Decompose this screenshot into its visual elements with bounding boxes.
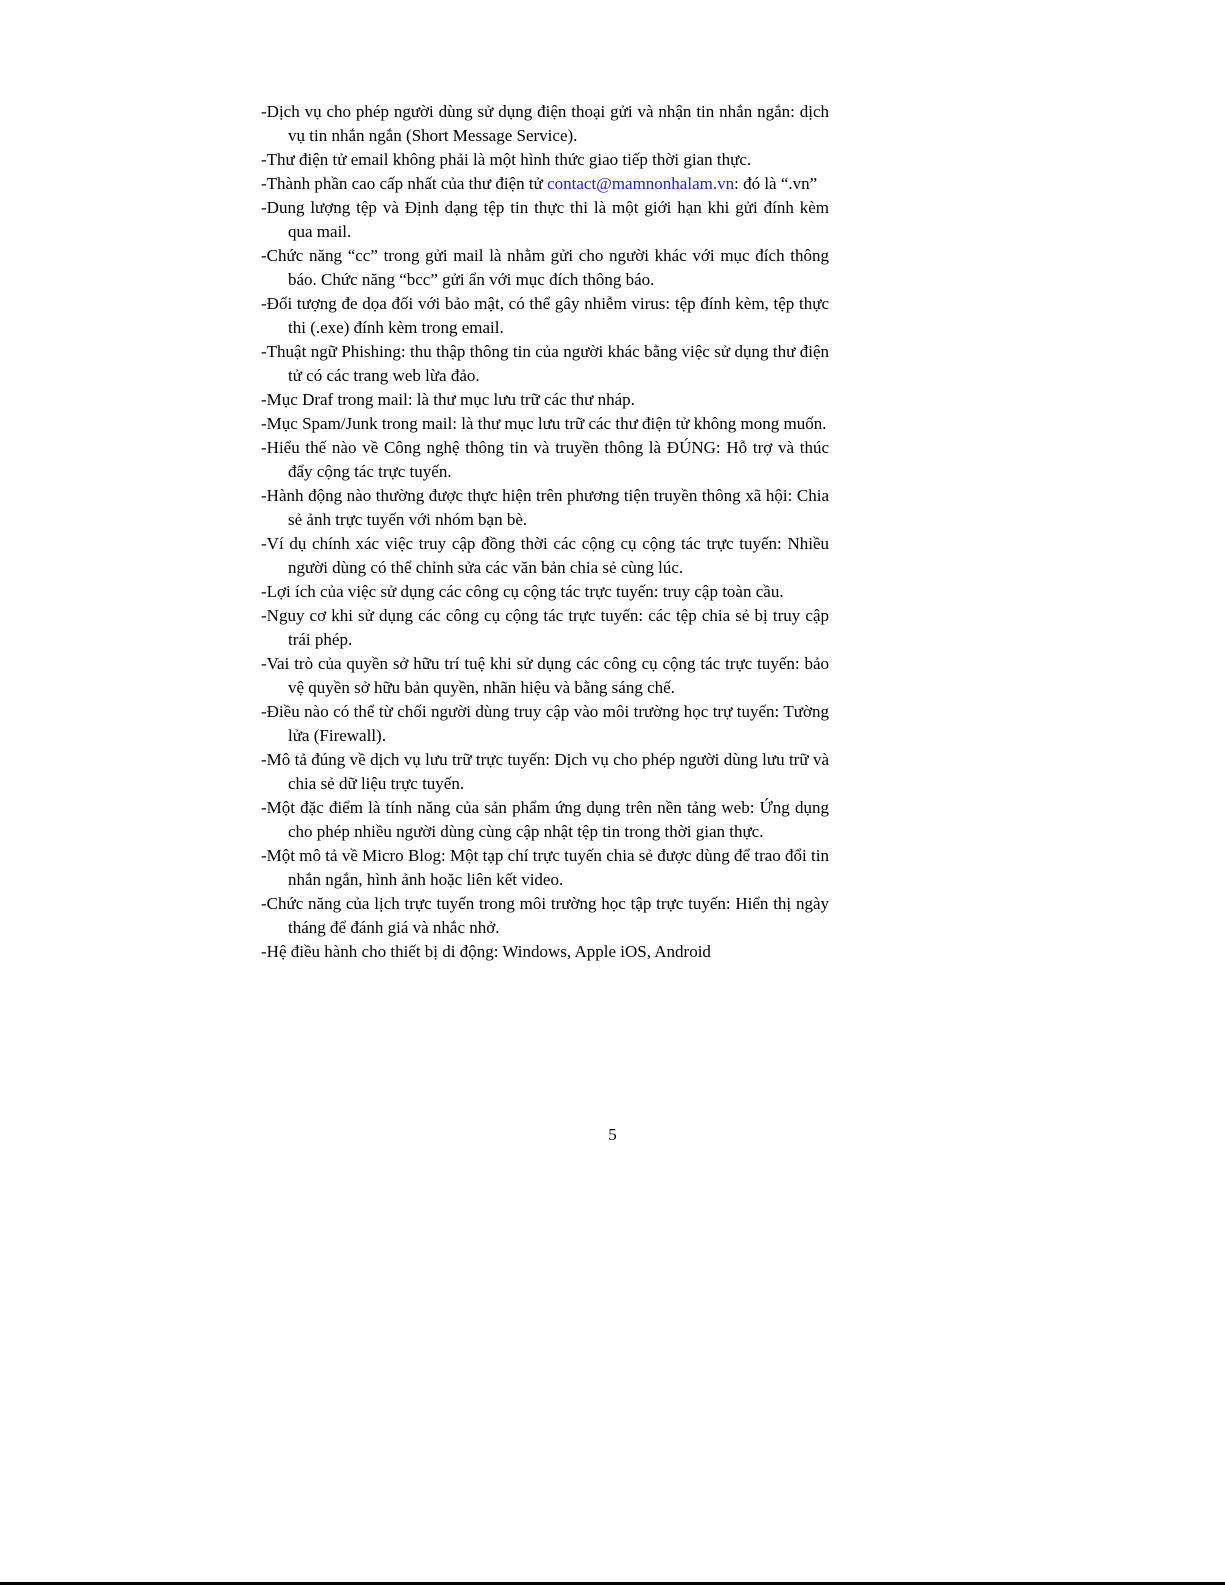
page-content xyxy=(261,100,829,964)
list-item-email-domain xyxy=(261,172,829,196)
list-item-drafts: -Mục Draf trong mail: là thư mục lưu trữ các thư nháp. xyxy=(261,390,635,409)
list-item-ict: -Hiểu thế nào về Công nghệ thông tin và truyền thông là ĐÚNG: Hỗ trợ và thúc đẩy cộng tác trực tuyến. xyxy=(261,438,829,481)
list-item-spam: -Mục Spam/Junk trong mail: là thư mục lưu trữ các thư điện tử không mong muốn. xyxy=(261,414,827,433)
email-domain-text-after: : đó là “.vn” xyxy=(734,174,818,193)
email-domain-text-before: -Thành phần cao cấp nhất của thư điện tử xyxy=(261,174,548,193)
list-item-online-storage: -Mô tả đúng về dịch vụ lưu trữ trực tuyến: Dịch vụ cho phép người dùng lưu trữ và chia sẻ dữ liệu trực tuyến. xyxy=(261,750,829,793)
list-item-cc-bcc: -Chức năng “cc” trong gửi mail là nhằm gửi cho người khác với mục đích thông báo. Chức năng “bcc” gửi ẩn với mục đích thông báo. xyxy=(261,246,829,289)
list-item-intellectual-property: -Vai trò của quyền sở hữu trí tuệ khi sử dụng các công cụ cộng tác trực tuyến: bảo vệ quyền sở hữu bản quyền, nhãn hiệu và bằng sáng chế. xyxy=(261,654,829,697)
list-item-attachment-limit: -Dung lượng tệp và Định dạng tệp tin thực thi là một giới hạn khi gửi đính kèm qua mail. xyxy=(261,198,829,241)
list-item-security-threat: -Đối tượng đe dọa đối với bảo mật, có thể gây nhiễm virus: tệp đính kèm, tệp thực thi (.exe) đính kèm trong email. xyxy=(261,294,829,337)
email-link[interactable]: contact@mamnonhalam.vn xyxy=(547,174,735,193)
list-item-concurrent-access: -Ví dụ chính xác việc truy cập đồng thời các cộng cụ cộng tác trực tuyến: Nhiều người dùng có thể chỉnh sửa các văn bản chia sẻ cùng lúc. xyxy=(261,534,829,577)
list-item-mobile-os: -Hệ điều hành cho thiết bị di động: Windows, Apple iOS, Android xyxy=(261,942,711,961)
list-item-firewall: -Điều nào có thể từ chối người dùng truy cập vào môi trường học trự tuyến: Tường lửa (Firewall). xyxy=(261,702,829,745)
list-item-collaboration-benefit: -Lợi ích của việc sử dụng các công cụ cộng tác trực tuyến: truy cập toàn cầu. xyxy=(261,582,784,601)
list-item-phishing: -Thuật ngữ Phishing: thu thập thông tin của người khác bằng việc sử dụng thư điện tử có các trang web lừa đảo. xyxy=(261,342,829,385)
list-item-online-calendar: -Chức năng của lịch trực tuyến trong môi trường học tập trực tuyến: Hiển thị ngày tháng để đánh giá và nhắc nhở. xyxy=(261,894,829,937)
list-item-social-media: -Hành động nào thường được thực hiện trên phương tiện truyền thông xã hội: Chia sẻ ảnh trực tuyến với nhóm bạn bè. xyxy=(261,486,829,529)
list-item-sms: -Dịch vụ cho phép người dùng sử dụng điện thoại gửi và nhận tin nhắn ngắn: dịch vụ tin nhắn ngắn (Short Message Service). xyxy=(261,102,829,145)
list-item-micro-blog: -Một mô tả về Micro Blog: Một tạp chí trực tuyến chia sẻ được dùng để trao đổi tin nhắn ngắn, hình ảnh hoặc liên kết video. xyxy=(261,846,829,889)
list-item-web-app-feature: -Một đặc điểm là tính năng của sản phẩm ứng dụng trên nền tảng web: Ứng dụng cho phép nhiều người dùng cùng cập nhật tệp tin trong thời gian thực. xyxy=(261,798,829,841)
page-number: 5 xyxy=(608,1125,617,1144)
list-item-collaboration-risk: -Nguy cơ khi sử dụng các công cụ cộng tác trực tuyến: các tệp chia sẻ bị truy cập trái phép. xyxy=(261,606,829,649)
list-item-email-realtime: -Thư điện tử email không phải là một hình thức giao tiếp thời gian thực. xyxy=(261,150,752,169)
